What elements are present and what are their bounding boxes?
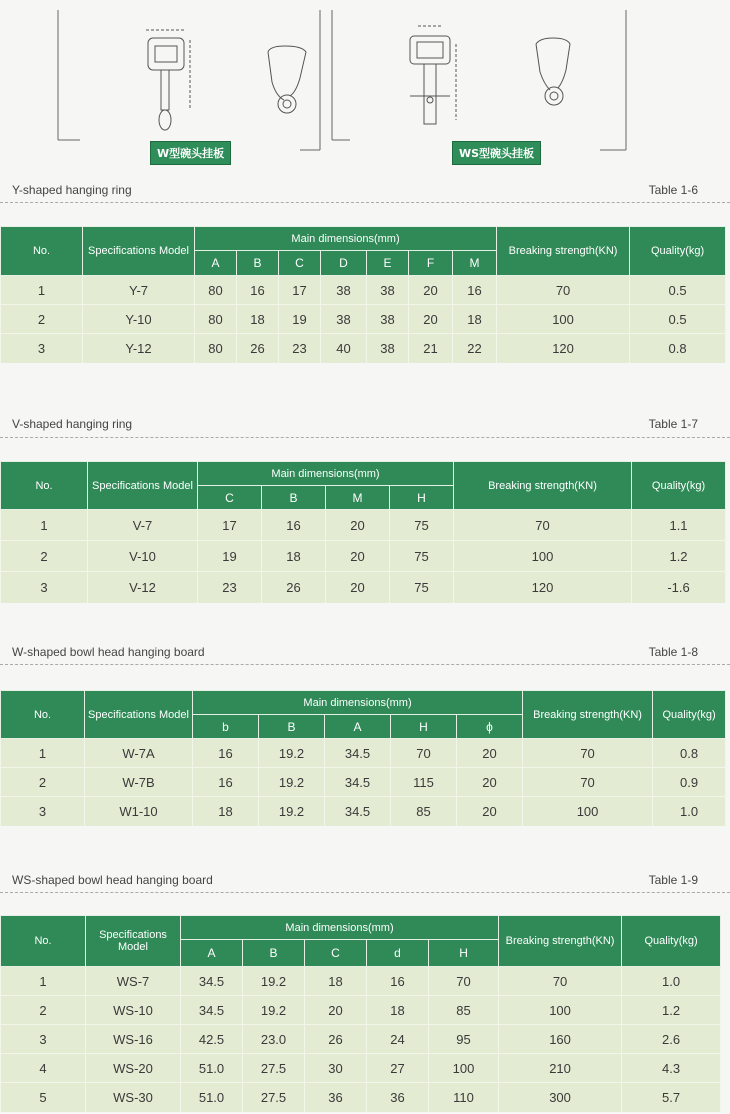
row-dim: 85 <box>429 996 499 1025</box>
row-dim: 26 <box>305 1025 367 1054</box>
table-row <box>1 1054 721 1083</box>
strength-header: Breaking strength(KN) <box>454 462 632 510</box>
row-no: 3 <box>1 1025 86 1054</box>
row-no: 2 <box>1 768 85 797</box>
strength-header: Breaking strength(KN) <box>497 227 630 276</box>
strength-header: Breaking strength(KN) <box>499 916 622 967</box>
table-row <box>1 797 726 826</box>
row-model: V-10 <box>88 541 198 572</box>
row-no: 2 <box>1 305 83 334</box>
dim-header: H <box>390 486 454 510</box>
row-dim: 100 <box>429 1054 499 1083</box>
table-row <box>1 572 726 603</box>
main-dimensions-header: Main dimensions(mm) <box>195 227 497 251</box>
table-row <box>1 996 721 1025</box>
row-dim: 23 <box>198 572 262 603</box>
row-model: V-12 <box>88 572 198 603</box>
row-no: 3 <box>1 797 85 826</box>
main-dimensions-header: Main dimensions(mm) <box>193 691 523 715</box>
row-dim: 34.5 <box>325 739 391 768</box>
row-strength: 100 <box>454 541 632 572</box>
spec-table-ws <box>0 915 721 1112</box>
table-number: Table 1-6 <box>648 183 698 197</box>
row-strength: 70 <box>523 739 653 768</box>
row-dim: 40 <box>321 334 367 363</box>
dim-header: H <box>429 940 499 967</box>
row-no: 1 <box>1 967 86 996</box>
row-no: 3 <box>1 334 83 363</box>
model-header: Specifications Model <box>86 916 181 967</box>
table-number: Table 1-7 <box>648 417 698 431</box>
row-dim: 38 <box>321 276 367 305</box>
row-no: 4 <box>1 1054 86 1083</box>
divider <box>0 437 730 438</box>
section-title: V-shaped hanging ring <box>12 417 133 431</box>
table-row <box>1 305 726 334</box>
row-dim: 27.5 <box>243 1054 305 1083</box>
row-dim: 38 <box>367 276 409 305</box>
dim-header: M <box>453 251 497 276</box>
row-strength: 70 <box>497 276 630 305</box>
table-number: Table 1-9 <box>648 873 698 887</box>
spec-table-w <box>0 690 726 826</box>
row-quality: 1.0 <box>653 797 726 826</box>
row-model: WS-30 <box>86 1083 181 1112</box>
row-dim: 34.5 <box>325 797 391 826</box>
row-no: 1 <box>1 510 88 541</box>
row-strength: 100 <box>499 996 622 1025</box>
row-dim: 20 <box>457 797 523 826</box>
row-dim: 16 <box>453 276 497 305</box>
no-header: No. <box>1 691 85 739</box>
row-quality: 0.8 <box>630 334 726 363</box>
dim-header: B <box>243 940 305 967</box>
row-dim: 20 <box>457 768 523 797</box>
row-dim: 70 <box>429 967 499 996</box>
row-dim: 19.2 <box>243 967 305 996</box>
model-header: Specifications Model <box>85 691 193 739</box>
row-dim: 18 <box>193 797 259 826</box>
section-title: Y-shaped hanging ring <box>12 183 132 197</box>
no-header: No. <box>1 916 86 967</box>
row-dim: 16 <box>193 739 259 768</box>
row-dim: 75 <box>390 510 454 541</box>
dim-header: b <box>193 715 259 739</box>
row-quality: 1.0 <box>622 967 721 996</box>
row-quality: 0.5 <box>630 276 726 305</box>
row-dim: 34.5 <box>181 996 243 1025</box>
row-dim: 20 <box>326 572 390 603</box>
row-dim: 20 <box>326 541 390 572</box>
main-dimensions-header: Main dimensions(mm) <box>181 916 499 940</box>
table-number: Table 1-8 <box>648 645 698 659</box>
row-strength: 70 <box>523 768 653 797</box>
row-dim: 36 <box>367 1083 429 1112</box>
row-dim: 18 <box>305 967 367 996</box>
row-quality: 1.1 <box>632 510 726 541</box>
row-dim: 19 <box>279 305 321 334</box>
dim-header: M <box>326 486 390 510</box>
row-dim: 80 <box>195 334 237 363</box>
row-quality: 5.7 <box>622 1083 721 1112</box>
dim-header: E <box>367 251 409 276</box>
row-no: 2 <box>1 996 86 1025</box>
ws-drawing-caption: WS型碗头挂板 <box>452 141 541 165</box>
main-dimensions-header: Main dimensions(mm) <box>198 462 454 486</box>
dim-header: D <box>321 251 367 276</box>
row-dim: 16 <box>367 967 429 996</box>
row-dim: 18 <box>453 305 497 334</box>
row-dim: 36 <box>305 1083 367 1112</box>
dim-header: A <box>325 715 391 739</box>
row-dim: 75 <box>390 541 454 572</box>
dim-header: A <box>195 251 237 276</box>
row-dim: 51.0 <box>181 1054 243 1083</box>
row-dim: 17 <box>198 510 262 541</box>
row-model: W1-10 <box>85 797 193 826</box>
row-dim: 38 <box>367 305 409 334</box>
row-strength: 70 <box>499 967 622 996</box>
row-dim: 75 <box>390 572 454 603</box>
row-dim: 110 <box>429 1083 499 1112</box>
row-dim: 18 <box>237 305 279 334</box>
quality-header: Quality(kg) <box>622 916 721 967</box>
dim-header: C <box>198 486 262 510</box>
row-model: WS-20 <box>86 1054 181 1083</box>
table-row <box>1 334 726 363</box>
divider <box>0 664 730 665</box>
row-quality: 1.2 <box>622 996 721 1025</box>
table-row <box>1 1083 721 1112</box>
dim-header: B <box>259 715 325 739</box>
divider <box>0 202 730 203</box>
table-row <box>1 768 726 797</box>
row-no: 1 <box>1 739 85 768</box>
row-quality: 2.6 <box>622 1025 721 1054</box>
row-quality: -1.6 <box>632 572 726 603</box>
row-model: V-7 <box>88 510 198 541</box>
row-dim: 26 <box>237 334 279 363</box>
row-quality: 0.5 <box>630 305 726 334</box>
product-drawings <box>0 0 730 170</box>
row-dim: 51.0 <box>181 1083 243 1112</box>
row-dim: 20 <box>409 305 453 334</box>
row-dim: 38 <box>367 334 409 363</box>
row-dim: 22 <box>453 334 497 363</box>
row-strength: 300 <box>499 1083 622 1112</box>
row-quality: 4.3 <box>622 1054 721 1083</box>
table-row <box>1 739 726 768</box>
row-dim: 16 <box>237 276 279 305</box>
model-header: Specifications Model <box>88 462 198 510</box>
spec-table-v <box>0 461 726 603</box>
row-strength: 210 <box>499 1054 622 1083</box>
dim-header: A <box>181 940 243 967</box>
row-dim: 26 <box>262 572 326 603</box>
row-dim: 42.5 <box>181 1025 243 1054</box>
dim-header: C <box>279 251 321 276</box>
row-no: 5 <box>1 1083 86 1112</box>
quality-header: Quality(kg) <box>632 462 726 510</box>
strength-header: Breaking strength(KN) <box>523 691 653 739</box>
spec-table-y <box>0 226 726 363</box>
row-dim: 115 <box>391 768 457 797</box>
row-quality: 0.8 <box>653 739 726 768</box>
dim-header: F <box>409 251 453 276</box>
row-dim: 20 <box>457 739 523 768</box>
row-dim: 16 <box>262 510 326 541</box>
no-header: No. <box>1 462 88 510</box>
row-strength: 160 <box>499 1025 622 1054</box>
row-strength: 100 <box>523 797 653 826</box>
row-no: 3 <box>1 572 88 603</box>
row-dim: 27 <box>367 1054 429 1083</box>
table-row <box>1 510 726 541</box>
divider <box>0 892 730 893</box>
row-dim: 21 <box>409 334 453 363</box>
row-dim: 20 <box>326 510 390 541</box>
row-model: WS-16 <box>86 1025 181 1054</box>
row-model: Y-10 <box>83 305 195 334</box>
row-quality: 1.2 <box>632 541 726 572</box>
dim-header: C <box>305 940 367 967</box>
row-strength: 100 <box>497 305 630 334</box>
table-row <box>1 967 721 996</box>
row-model: Y-7 <box>83 276 195 305</box>
row-strength: 120 <box>454 572 632 603</box>
row-dim: 19 <box>198 541 262 572</box>
row-quality: 0.9 <box>653 768 726 797</box>
quality-header: Quality(kg) <box>653 691 726 739</box>
row-dim: 18 <box>367 996 429 1025</box>
row-dim: 23.0 <box>243 1025 305 1054</box>
row-dim: 34.5 <box>325 768 391 797</box>
row-dim: 95 <box>429 1025 499 1054</box>
dim-header: H <box>391 715 457 739</box>
row-dim: 19.2 <box>259 797 325 826</box>
row-dim: 38 <box>321 305 367 334</box>
table-row <box>1 1025 721 1054</box>
row-no: 1 <box>1 276 83 305</box>
section-title: WS-shaped bowl head hanging board <box>12 873 213 887</box>
row-dim: 80 <box>195 305 237 334</box>
row-dim: 17 <box>279 276 321 305</box>
no-header: No. <box>1 227 83 276</box>
row-dim: 20 <box>305 996 367 1025</box>
row-model: Y-12 <box>83 334 195 363</box>
row-dim: 19.2 <box>243 996 305 1025</box>
row-strength: 70 <box>454 510 632 541</box>
row-model: WS-7 <box>86 967 181 996</box>
technical-drawing-illustration <box>0 0 730 170</box>
row-no: 2 <box>1 541 88 572</box>
dim-header: ϕ <box>457 715 523 739</box>
row-dim: 24 <box>367 1025 429 1054</box>
quality-header: Quality(kg) <box>630 227 726 276</box>
dim-header: B <box>262 486 326 510</box>
row-dim: 27.5 <box>243 1083 305 1112</box>
model-header: Specifications Model <box>83 227 195 276</box>
row-dim: 80 <box>195 276 237 305</box>
row-dim: 34.5 <box>181 967 243 996</box>
row-dim: 19.2 <box>259 739 325 768</box>
row-dim: 16 <box>193 768 259 797</box>
row-dim: 30 <box>305 1054 367 1083</box>
table-row <box>1 276 726 305</box>
row-dim: 85 <box>391 797 457 826</box>
w-drawing-caption: W型碗头挂板 <box>150 141 231 165</box>
dim-header: B <box>237 251 279 276</box>
row-model: WS-10 <box>86 996 181 1025</box>
row-strength: 120 <box>497 334 630 363</box>
table-row <box>1 541 726 572</box>
row-dim: 23 <box>279 334 321 363</box>
row-model: W-7B <box>85 768 193 797</box>
row-dim: 70 <box>391 739 457 768</box>
row-dim: 20 <box>409 276 453 305</box>
section-title: W-shaped bowl head hanging board <box>12 645 205 659</box>
dim-header: d <box>367 940 429 967</box>
row-dim: 19.2 <box>259 768 325 797</box>
row-dim: 18 <box>262 541 326 572</box>
row-model: W-7A <box>85 739 193 768</box>
